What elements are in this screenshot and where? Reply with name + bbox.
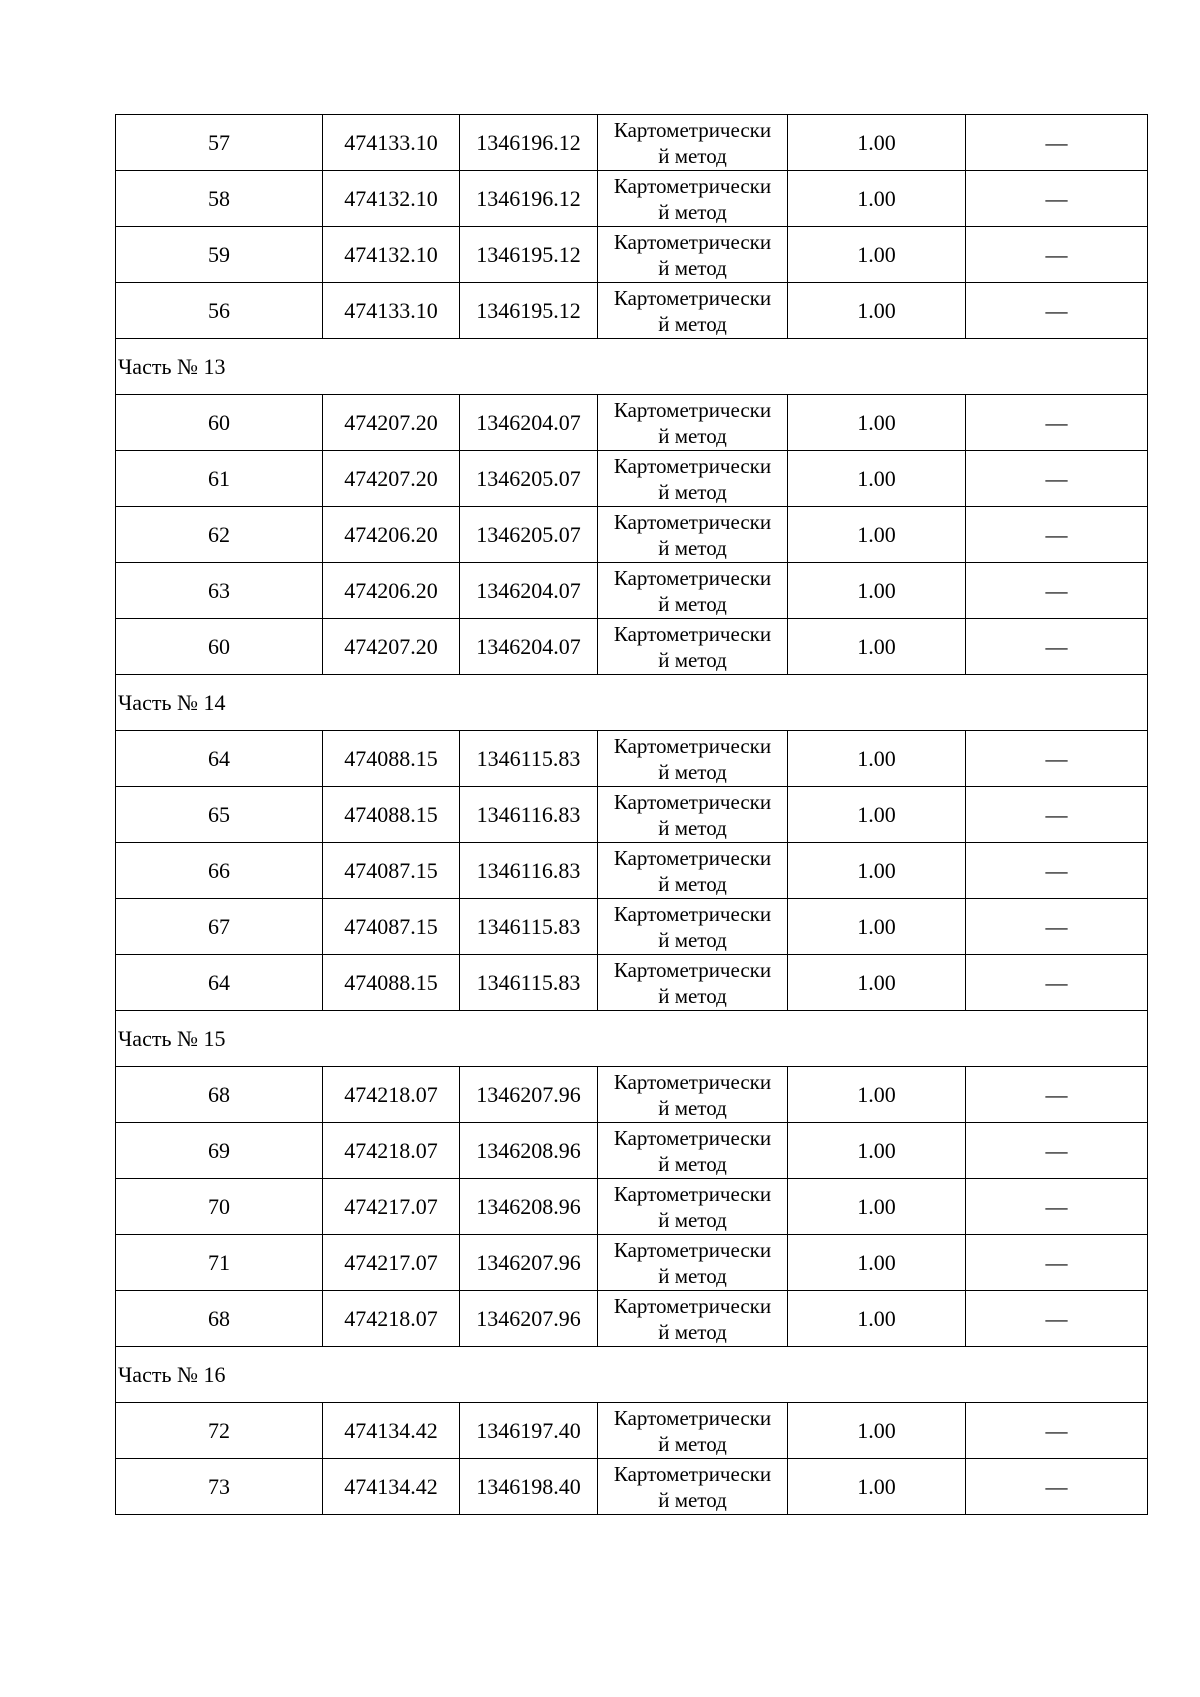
part-title: Часть № 16 (116, 1347, 1148, 1403)
method-line-1: Картометрически (613, 229, 772, 254)
method-line-2: й метод (658, 255, 727, 280)
method-cell (598, 955, 788, 1011)
method-line-1: Картометрически (613, 789, 772, 814)
accuracy-cell: 1.00 (788, 507, 966, 563)
method-cell (598, 171, 788, 227)
y-coordinate-cell: 1346204.07 (460, 395, 598, 451)
method-line-1: Картометрически (613, 453, 772, 478)
x-coordinate-cell: 474087.15 (323, 899, 460, 955)
method-line-2: й метод (658, 1263, 727, 1288)
y-coordinate-cell: 1346116.83 (460, 787, 598, 843)
accuracy-cell: 1.00 (788, 283, 966, 339)
description-cell: — (966, 451, 1148, 507)
description-cell: — (966, 955, 1148, 1011)
description-cell: — (966, 395, 1148, 451)
method-cell (598, 731, 788, 787)
description-cell: — (966, 563, 1148, 619)
method-line-2: й метод (658, 871, 727, 896)
method-line-2: й метод (658, 1319, 727, 1344)
x-coordinate-cell: 474133.10 (323, 283, 460, 339)
y-coordinate-cell: 1346204.07 (460, 563, 598, 619)
point-number-cell: 66 (116, 843, 323, 899)
method-line-2: й метод (658, 983, 727, 1008)
y-coordinate-cell: 1346204.07 (460, 619, 598, 675)
method-line-1: Картометрически (613, 565, 772, 590)
y-coordinate-cell: 1346207.96 (460, 1235, 598, 1291)
description-cell: — (966, 283, 1148, 339)
table-row (116, 787, 1148, 843)
method-line-1: Картометрически (613, 1069, 772, 1094)
accuracy-cell: 1.00 (788, 451, 966, 507)
description-cell: — (966, 1067, 1148, 1123)
method-line-1: Картометрически (613, 173, 772, 198)
part-header-row (116, 675, 1148, 731)
table-row (116, 507, 1148, 563)
accuracy-cell: 1.00 (788, 1123, 966, 1179)
method-line-1: Картометрически (613, 397, 772, 422)
y-coordinate-cell: 1346205.07 (460, 507, 598, 563)
x-coordinate-cell: 474088.15 (323, 955, 460, 1011)
description-cell: — (966, 1403, 1148, 1459)
table-row (116, 1123, 1148, 1179)
accuracy-cell: 1.00 (788, 115, 966, 171)
point-number-cell: 68 (116, 1067, 323, 1123)
accuracy-cell: 1.00 (788, 1403, 966, 1459)
point-number-cell: 64 (116, 731, 323, 787)
point-number-cell: 70 (116, 1179, 323, 1235)
method-line-2: й метод (658, 815, 727, 840)
table-row (116, 563, 1148, 619)
method-line-2: й метод (658, 1095, 727, 1120)
accuracy-cell: 1.00 (788, 731, 966, 787)
x-coordinate-cell: 474207.20 (323, 395, 460, 451)
method-cell (598, 1403, 788, 1459)
method-cell (598, 899, 788, 955)
description-cell: — (966, 1459, 1148, 1515)
y-coordinate-cell: 1346115.83 (460, 899, 598, 955)
method-line-1: Картометрически (613, 1237, 772, 1262)
point-number-cell: 58 (116, 171, 323, 227)
accuracy-cell: 1.00 (788, 1067, 966, 1123)
method-line-2: й метод (658, 927, 727, 952)
part-header-row (116, 1347, 1148, 1403)
point-number-cell: 62 (116, 507, 323, 563)
method-line-1: Картометрически (613, 845, 772, 870)
method-line-1: Картометрически (613, 1293, 772, 1318)
table-row (116, 283, 1148, 339)
method-cell (598, 451, 788, 507)
point-number-cell: 57 (116, 115, 323, 171)
accuracy-cell: 1.00 (788, 395, 966, 451)
method-line-2: й метод (658, 311, 727, 336)
y-coordinate-cell: 1346208.96 (460, 1123, 598, 1179)
y-coordinate-cell: 1346196.12 (460, 115, 598, 171)
method-line-1: Картометрически (613, 1181, 772, 1206)
point-number-cell: 64 (116, 955, 323, 1011)
accuracy-cell: 1.00 (788, 843, 966, 899)
point-number-cell: 60 (116, 619, 323, 675)
table-row (116, 227, 1148, 283)
y-coordinate-cell: 1346198.40 (460, 1459, 598, 1515)
method-line-2: й метод (658, 1151, 727, 1176)
description-cell: — (966, 843, 1148, 899)
x-coordinate-cell: 474088.15 (323, 787, 460, 843)
x-coordinate-cell: 474088.15 (323, 731, 460, 787)
table-row (116, 843, 1148, 899)
coordinates-table-body (116, 115, 1148, 1515)
y-coordinate-cell: 1346116.83 (460, 843, 598, 899)
method-cell (598, 283, 788, 339)
method-line-2: й метод (658, 479, 727, 504)
coordinates-table (115, 114, 1148, 1515)
table-row (116, 171, 1148, 227)
x-coordinate-cell: 474218.07 (323, 1291, 460, 1347)
method-line-2: й метод (658, 591, 727, 616)
y-coordinate-cell: 1346205.07 (460, 451, 598, 507)
description-cell: — (966, 619, 1148, 675)
method-line-2: й метод (658, 423, 727, 448)
table-row (116, 1235, 1148, 1291)
method-line-1: Картометрически (613, 1405, 772, 1430)
part-header-row (116, 1011, 1148, 1067)
accuracy-cell: 1.00 (788, 171, 966, 227)
method-line-1: Картометрически (613, 621, 772, 646)
method-cell (598, 1291, 788, 1347)
method-cell (598, 619, 788, 675)
part-title: Часть № 15 (116, 1011, 1148, 1067)
table-row (116, 451, 1148, 507)
x-coordinate-cell: 474206.20 (323, 563, 460, 619)
y-coordinate-cell: 1346115.83 (460, 731, 598, 787)
method-cell (598, 1459, 788, 1515)
x-coordinate-cell: 474217.07 (323, 1235, 460, 1291)
method-line-1: Картометрически (613, 957, 772, 982)
y-coordinate-cell: 1346208.96 (460, 1179, 598, 1235)
point-number-cell: 69 (116, 1123, 323, 1179)
point-number-cell: 67 (116, 899, 323, 955)
part-title: Часть № 13 (116, 339, 1148, 395)
point-number-cell: 61 (116, 451, 323, 507)
method-line-1: Картометрически (613, 1461, 772, 1486)
x-coordinate-cell: 474217.07 (323, 1179, 460, 1235)
accuracy-cell: 1.00 (788, 955, 966, 1011)
description-cell: — (966, 227, 1148, 283)
method-cell (598, 1067, 788, 1123)
method-line-1: Картометрически (613, 509, 772, 534)
x-coordinate-cell: 474218.07 (323, 1067, 460, 1123)
accuracy-cell: 1.00 (788, 787, 966, 843)
description-cell: — (966, 1291, 1148, 1347)
method-line-2: й метод (658, 1431, 727, 1456)
y-coordinate-cell: 1346195.12 (460, 283, 598, 339)
description-cell: — (966, 899, 1148, 955)
table-row (116, 1403, 1148, 1459)
point-number-cell: 56 (116, 283, 323, 339)
accuracy-cell: 1.00 (788, 899, 966, 955)
point-number-cell: 73 (116, 1459, 323, 1515)
method-line-2: й метод (658, 199, 727, 224)
x-coordinate-cell: 474207.20 (323, 451, 460, 507)
method-line-1: Картометрически (613, 285, 772, 310)
description-cell: — (966, 787, 1148, 843)
method-line-2: й метод (658, 647, 727, 672)
x-coordinate-cell: 474132.10 (323, 171, 460, 227)
accuracy-cell: 1.00 (788, 1459, 966, 1515)
part-header-row (116, 339, 1148, 395)
table-row (116, 899, 1148, 955)
method-cell (598, 227, 788, 283)
y-coordinate-cell: 1346207.96 (460, 1067, 598, 1123)
method-line-2: й метод (658, 1207, 727, 1232)
table-row (116, 1179, 1148, 1235)
point-number-cell: 60 (116, 395, 323, 451)
y-coordinate-cell: 1346197.40 (460, 1403, 598, 1459)
accuracy-cell: 1.00 (788, 1235, 966, 1291)
point-number-cell: 72 (116, 1403, 323, 1459)
description-cell: — (966, 507, 1148, 563)
x-coordinate-cell: 474134.42 (323, 1459, 460, 1515)
description-cell: — (966, 731, 1148, 787)
table-row (116, 1291, 1148, 1347)
x-coordinate-cell: 474087.15 (323, 843, 460, 899)
method-line-1: Картометрически (613, 733, 772, 758)
x-coordinate-cell: 474133.10 (323, 115, 460, 171)
method-cell (598, 563, 788, 619)
x-coordinate-cell: 474206.20 (323, 507, 460, 563)
x-coordinate-cell: 474218.07 (323, 1123, 460, 1179)
y-coordinate-cell: 1346196.12 (460, 171, 598, 227)
table-row (116, 1459, 1148, 1515)
description-cell: — (966, 171, 1148, 227)
method-line-1: Картометрически (613, 117, 772, 142)
description-cell: — (966, 1123, 1148, 1179)
table-row (116, 955, 1148, 1011)
method-line-1: Картометрически (613, 901, 772, 926)
method-cell (598, 1123, 788, 1179)
y-coordinate-cell: 1346207.96 (460, 1291, 598, 1347)
method-line-2: й метод (658, 535, 727, 560)
y-coordinate-cell: 1346195.12 (460, 227, 598, 283)
description-cell: — (966, 115, 1148, 171)
accuracy-cell: 1.00 (788, 1179, 966, 1235)
point-number-cell: 63 (116, 563, 323, 619)
method-cell (598, 1235, 788, 1291)
point-number-cell: 65 (116, 787, 323, 843)
description-cell: — (966, 1179, 1148, 1235)
method-line-1: Картометрически (613, 1125, 772, 1150)
part-title: Часть № 14 (116, 675, 1148, 731)
x-coordinate-cell: 474132.10 (323, 227, 460, 283)
point-number-cell: 68 (116, 1291, 323, 1347)
point-number-cell: 59 (116, 227, 323, 283)
method-cell (598, 507, 788, 563)
point-number-cell: 71 (116, 1235, 323, 1291)
x-coordinate-cell: 474207.20 (323, 619, 460, 675)
accuracy-cell: 1.00 (788, 619, 966, 675)
description-cell: — (966, 1235, 1148, 1291)
table-row (116, 115, 1148, 171)
accuracy-cell: 1.00 (788, 563, 966, 619)
method-cell (598, 395, 788, 451)
method-line-2: й метод (658, 143, 727, 168)
method-cell (598, 843, 788, 899)
accuracy-cell: 1.00 (788, 1291, 966, 1347)
table-row (116, 731, 1148, 787)
method-line-2: й метод (658, 1487, 727, 1512)
method-cell (598, 787, 788, 843)
method-cell (598, 1179, 788, 1235)
table-row (116, 395, 1148, 451)
y-coordinate-cell: 1346115.83 (460, 955, 598, 1011)
method-cell (598, 115, 788, 171)
accuracy-cell: 1.00 (788, 227, 966, 283)
method-line-2: й метод (658, 759, 727, 784)
x-coordinate-cell: 474134.42 (323, 1403, 460, 1459)
table-row (116, 1067, 1148, 1123)
table-row (116, 619, 1148, 675)
